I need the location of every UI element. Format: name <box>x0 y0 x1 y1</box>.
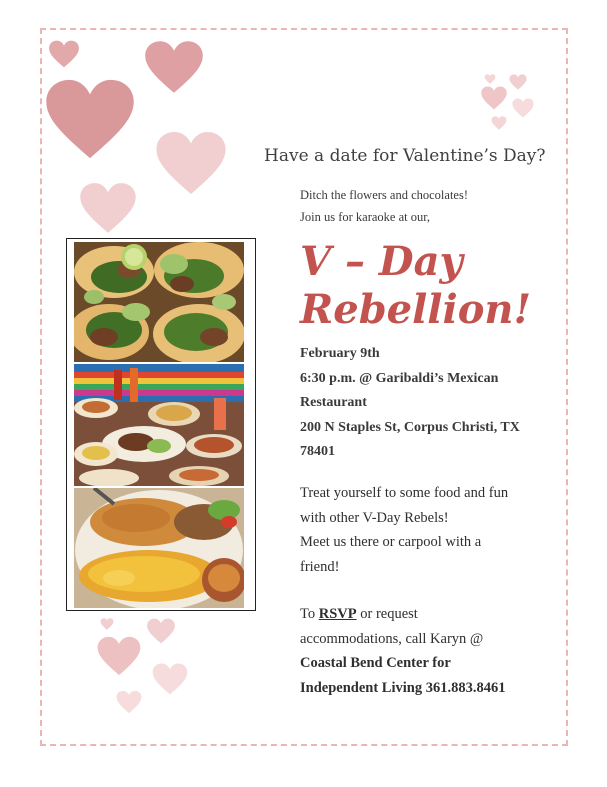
heart-icon <box>480 86 508 110</box>
rsvp-suffix: or request <box>356 606 418 622</box>
intro-text <box>300 184 468 228</box>
mexican-spread-photo <box>74 364 244 486</box>
heart-icon <box>508 74 528 90</box>
invitation-text <box>300 481 560 579</box>
event-time-place: 6:30 p.m. @ Garibaldi’s Mexican <box>300 370 499 386</box>
heart-icon <box>116 690 142 714</box>
event-details <box>300 342 560 465</box>
event-address: 200 N Staples St, Corpus Christi, TX <box>300 419 520 435</box>
event-title-line: V – Day <box>300 238 463 285</box>
event-date: February 9th <box>300 346 380 361</box>
heart-icon <box>48 40 80 68</box>
rsvp-block <box>300 602 560 700</box>
organization-name: Coastal Bend Center for <box>300 655 451 671</box>
intro-line: Ditch the flowers and chocolates! <box>300 188 468 202</box>
organization-contact: Independent Living 361.883.8461 <box>300 679 506 696</box>
event-title <box>300 238 531 334</box>
heart-icon <box>142 40 206 94</box>
heart-icon <box>152 660 188 698</box>
intro-line: Join us for karaoke at our, <box>300 210 431 224</box>
rsvp-prefix: To <box>300 606 319 622</box>
event-time-place: Restaurant <box>300 395 367 410</box>
headline: Have a date for Valentine’s Day? <box>264 146 546 166</box>
heart-icon <box>96 636 142 676</box>
food-photo-collage <box>66 238 256 611</box>
heart-icon <box>490 116 508 130</box>
invitation-line: Meet us there or carpool with a <box>300 534 482 550</box>
heart-icon <box>44 78 136 160</box>
event-address: 78401 <box>300 444 335 459</box>
heart-icon <box>484 74 496 84</box>
heart-icon <box>146 618 176 644</box>
rsvp-line <box>300 602 560 627</box>
rsvp-word: RSVP <box>318 606 357 622</box>
heart-icon <box>512 98 534 118</box>
event-title-line: Rebellion! <box>300 286 532 333</box>
heart-icon <box>100 618 114 630</box>
invitation-line: with other V-Day Rebels! <box>300 509 449 526</box>
heart-icon <box>155 124 227 202</box>
invitation-line: friend! <box>300 558 340 575</box>
invitation-line: Treat yourself to some food and fun <box>300 485 509 501</box>
heart-icon <box>78 182 138 234</box>
rsvp-line: accommodations, call Karyn @ <box>300 630 484 647</box>
enchilada-plate-photo <box>74 488 244 608</box>
tacos-photo <box>74 242 244 362</box>
